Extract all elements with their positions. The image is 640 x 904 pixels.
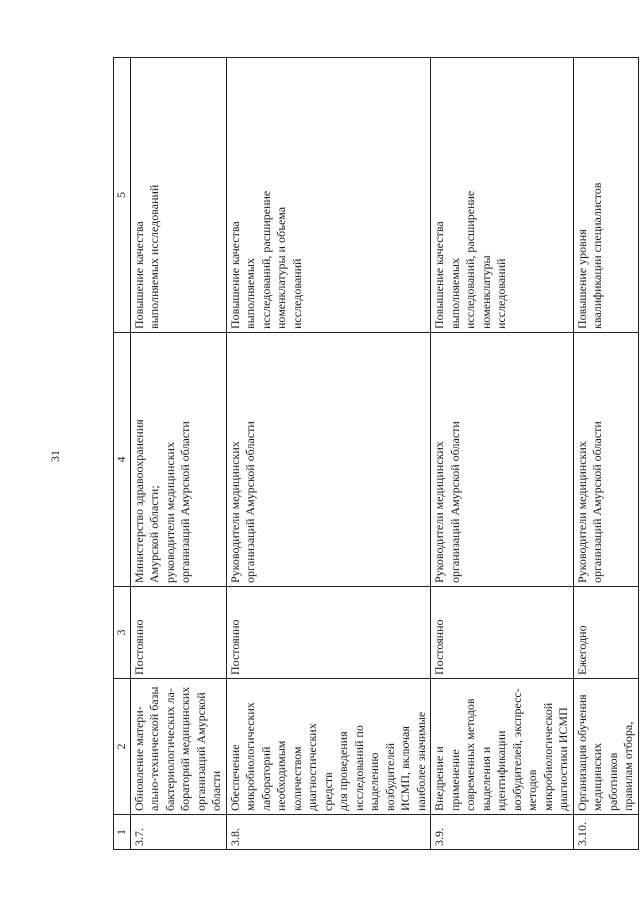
row-term: Ежегодно: [573, 587, 638, 679]
row-result: Повышение качества выполняемых исследований: [130, 58, 226, 333]
row-result: Повышение качества выполняемых исследований, расширение номенклатуры и объема исследований: [226, 58, 431, 333]
table-row: [226, 58, 431, 850]
row-number: 3.9.: [431, 815, 574, 850]
table-row: [130, 58, 226, 850]
header-col-3: 3: [114, 587, 131, 679]
header-col-2: 2: [114, 679, 131, 815]
rotated-table-container: [113, 93, 635, 850]
row-responsible: Руководители медицинских организаций Амурской области: [226, 333, 431, 587]
page-number: 31: [48, 450, 62, 462]
row-activity: Организация обучения медицинских работников правилам отбора,: [573, 679, 638, 815]
row-result: Повышение качества выполняемых исследований, расширение номенклатуры исследований: [431, 58, 574, 333]
row-term: Постоянно: [130, 587, 226, 679]
table-row: [573, 58, 638, 850]
row-term: Постоянно: [431, 587, 574, 679]
row-number: 3.8.: [226, 815, 431, 850]
row-term: Постоянно: [226, 587, 431, 679]
row-responsible: Министерство здравоохранения Амурской области; руководители медицинских организаций Амурской области: [130, 333, 226, 587]
measures-table: [113, 57, 639, 850]
row-activity: Внедрение и применение современных методов выделения и идентификации возбудителей, экспресс- методов микробиологической диагностики ИСМП: [431, 679, 574, 815]
table-header-row: [114, 58, 131, 850]
row-responsible: Руководители медицинских организаций Амурской области: [431, 333, 574, 587]
header-col-4: 4: [114, 333, 131, 587]
row-result: Повышение уровня квалификации специалистов: [573, 58, 638, 333]
header-col-5: 5: [114, 58, 131, 333]
row-number: 3.7.: [130, 815, 226, 850]
header-col-1: 1: [114, 815, 131, 850]
row-responsible: Руководители медицинских организаций Амурской области: [573, 333, 638, 587]
row-activity: Обеспечение микробиологических лабораторий необходимым количеством диагностических средств для проведения исследований по выделению возбудителей ИСМП, включая наиболее значимые: [226, 679, 431, 815]
row-activity: Обновление матери- ально-технической базы бактериологических ла- бораторий медицинских организаций Амурской области: [130, 679, 226, 815]
row-number: 3.10.: [573, 815, 638, 850]
table-row: [431, 58, 574, 850]
